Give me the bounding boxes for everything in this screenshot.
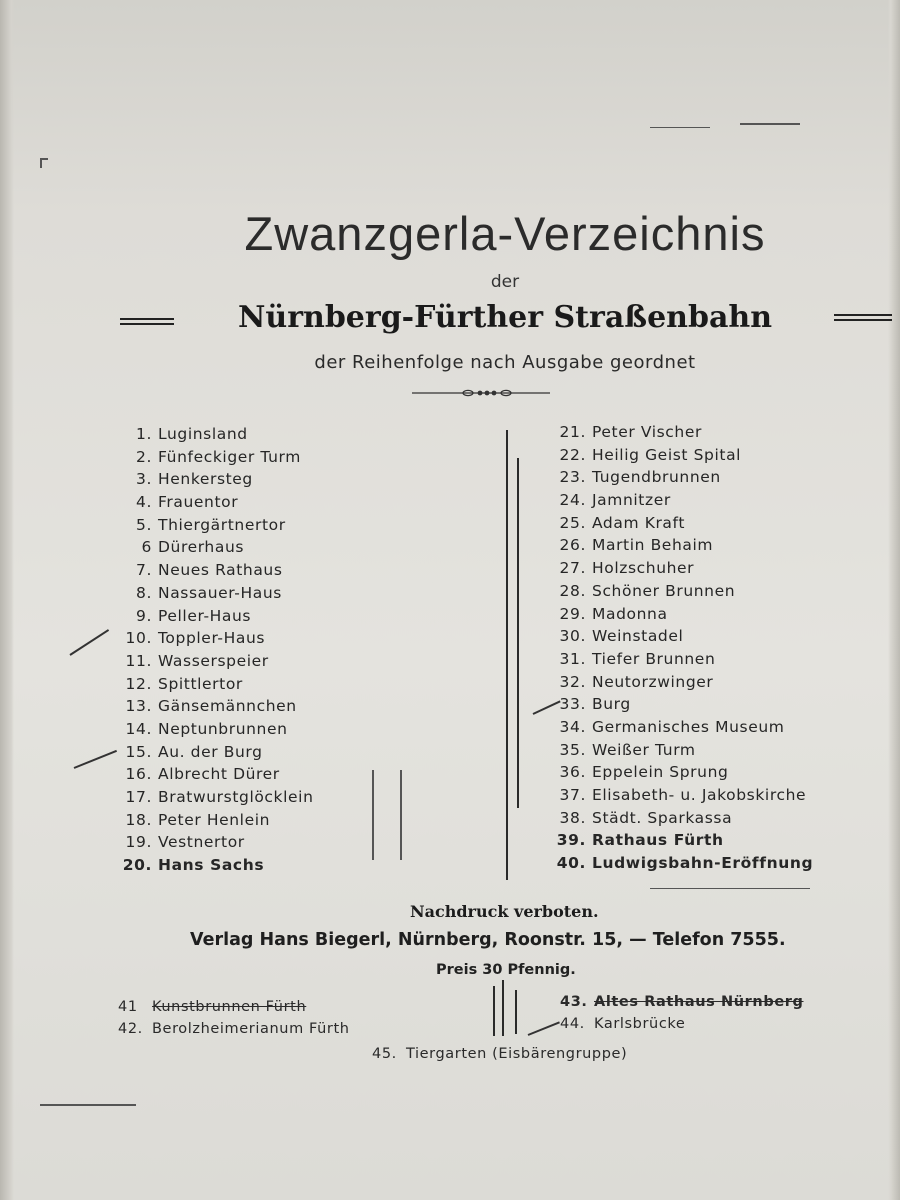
print-speckle bbox=[650, 888, 810, 889]
list-item: 11. Wasserspeier bbox=[125, 651, 269, 670]
print-speckle bbox=[40, 158, 48, 160]
list-item: 18. Peter Henlein bbox=[125, 810, 271, 829]
list-item: 20. Hans Sachs bbox=[122, 856, 265, 875]
paper-edge-right bbox=[888, 0, 900, 1200]
list-item: 38. Städt. Sparkassa bbox=[559, 808, 733, 827]
list-item: 35. Weißer Turm bbox=[559, 740, 696, 759]
print-speckle bbox=[40, 1104, 136, 1106]
right-double-rule bbox=[834, 314, 892, 321]
document-title: Zwanzgerla-Verzeichnis bbox=[244, 207, 766, 260]
list-item: 8. Nassauer-Haus bbox=[136, 583, 282, 602]
list-item: 37. Elisabeth- u. Jakobskirche bbox=[559, 786, 807, 804]
price-line: Preis 30 Pfennig. bbox=[436, 962, 576, 978]
ordering-note: der Reihenfolge nach Ausgabe geordnet bbox=[314, 352, 696, 373]
list-item: 19. Vestnertor bbox=[125, 833, 245, 852]
left-list bbox=[122, 423, 314, 877]
pencil-tick-mark bbox=[74, 750, 117, 769]
list-item: 1. Luginsland bbox=[136, 425, 248, 443]
list-item: 30. Weinstadel bbox=[559, 627, 684, 646]
list-item: 22. Heilig Geist Spital bbox=[559, 445, 742, 464]
list-item: 39. Rathaus Fürth bbox=[556, 831, 724, 850]
list-item: 7. Neues Rathaus bbox=[136, 561, 283, 580]
column-separator-outer bbox=[506, 430, 508, 880]
list-item: 13. Gänsemännchen bbox=[125, 697, 297, 716]
list-item: 23. Tugendbrunnen bbox=[559, 468, 721, 487]
ornament-divider bbox=[412, 389, 550, 397]
list-item: 43. Altes Rathaus Nürnberg bbox=[560, 994, 804, 1010]
addendum-separator bbox=[515, 990, 517, 1034]
list-item: 24. Jamnitzer bbox=[559, 491, 671, 510]
publisher-line: Verlag Hans Biegerl, Nürnberg, Roonstr. 15, — Telefon 7555. bbox=[190, 930, 786, 950]
print-speckle bbox=[372, 770, 374, 860]
pencil-tick-mark bbox=[528, 1021, 560, 1036]
title-connector: der bbox=[490, 272, 520, 292]
list-item: 28. Schöner Brunnen bbox=[559, 581, 736, 600]
print-speckle bbox=[650, 127, 710, 128]
print-speckle bbox=[740, 123, 800, 125]
list-item: 12. Spittlertor bbox=[125, 674, 243, 693]
addendum-separator bbox=[502, 980, 504, 1036]
list-item: 36. Eppelein Sprung bbox=[559, 763, 729, 782]
list-item: 16. Albrecht Dürer bbox=[125, 765, 280, 784]
print-speckle bbox=[400, 770, 402, 860]
list-item: 21. Peter Vischer bbox=[559, 423, 702, 441]
list-item: 5. Thiergärtnertor bbox=[136, 515, 286, 534]
list-item: 27. Holzschuher bbox=[559, 559, 695, 578]
list-item: 6 Dürerhaus bbox=[141, 538, 245, 557]
reprint-notice: Nachdruck verboten. bbox=[410, 902, 599, 921]
list-item: 42. Berolzheimerianum Fürth bbox=[118, 1021, 350, 1037]
pencil-tick-mark bbox=[69, 629, 109, 656]
column-separator-inner bbox=[517, 458, 519, 808]
list-item: 14. Neptunbrunnen bbox=[125, 719, 288, 738]
paper-edge-left bbox=[0, 0, 14, 1200]
list-item: 3. Henkersteg bbox=[136, 470, 253, 489]
list-item: 26. Martin Behaim bbox=[559, 536, 714, 555]
addendum-separator bbox=[493, 986, 495, 1036]
list-item: 10. Toppler-Haus bbox=[125, 629, 266, 648]
list-item: 17. Bratwurstglöcklein bbox=[125, 788, 314, 806]
list-item: 29. Madonna bbox=[559, 604, 668, 623]
list-item: 44. Karlsbrücke bbox=[560, 1016, 686, 1032]
list-item: 40. Ludwigsbahn-Eröffnung bbox=[556, 854, 814, 873]
list-item: 2. Fünfeckiger Turm bbox=[136, 447, 301, 466]
list-item: 41 Kunstbrunnen Fürth bbox=[118, 999, 307, 1015]
list-item: 15. Au. der Burg bbox=[125, 742, 263, 761]
list-item: 32. Neutorzwinger bbox=[559, 672, 714, 691]
list-item: 31. Tiefer Brunnen bbox=[559, 649, 716, 668]
list-item: 9. Peller-Haus bbox=[136, 606, 252, 625]
list-item: 45. Tiergarten (Eisbärengruppe) bbox=[372, 1046, 628, 1062]
list-item: 33. Burg bbox=[559, 695, 631, 714]
document-subtitle: Nürnberg-Fürther Straßenbahn bbox=[237, 300, 773, 335]
list-item: 34. Germanisches Museum bbox=[559, 717, 785, 736]
list-item: 4. Frauentor bbox=[136, 493, 239, 512]
right-list bbox=[556, 421, 813, 875]
list-item: 25. Adam Kraft bbox=[559, 513, 685, 532]
